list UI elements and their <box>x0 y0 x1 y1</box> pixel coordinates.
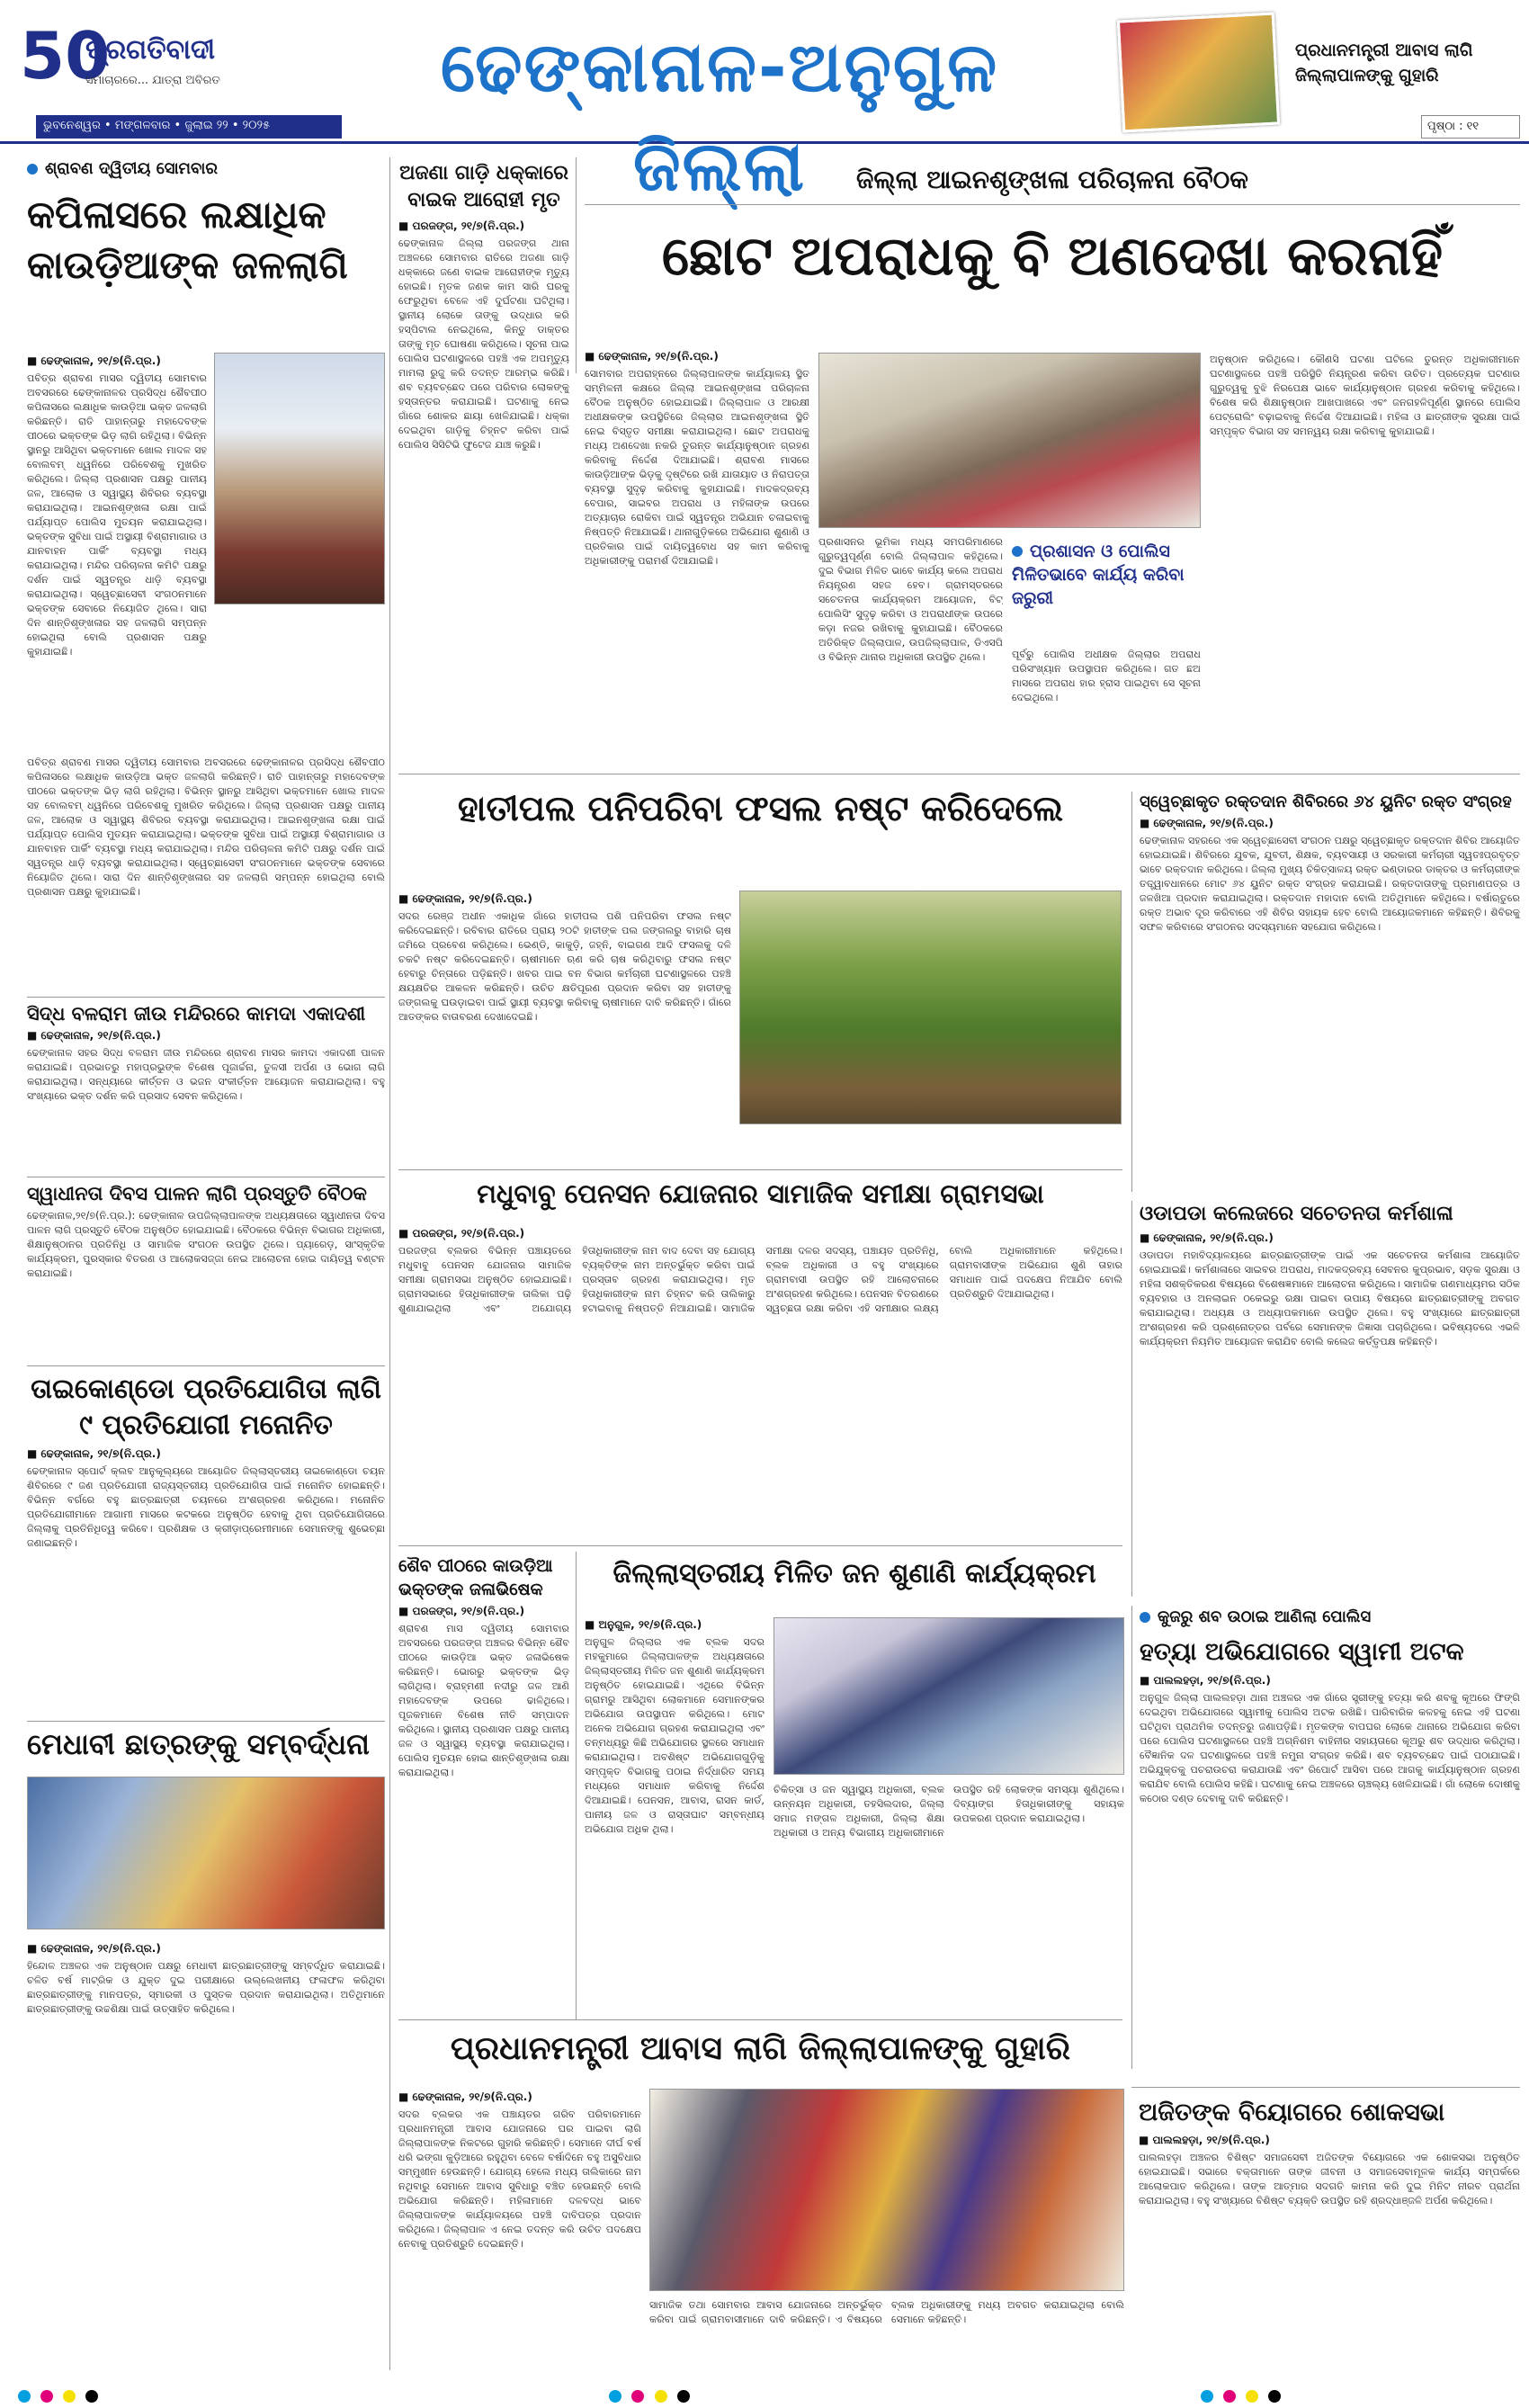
column-rule <box>576 1552 577 2019</box>
article-body-continued: ପବିତ୍ର ଶ୍ରାବଣ ମାସର ଦ୍ୱିତୀୟ ସୋମବାର ଅବସରରେ ଢେଙ୍କାନାଳର ପ୍ରସିଦ୍ଧ ଶୈବପୀଠ କପିଳାସରେ ଲକ୍ଷାଧିକ କାଉଡ଼ିଆ ଭକ୍ତ ଜଳଲାଗି କରିଛନ୍ତି। ରାତି ପାହାନ୍ତାରୁ ମହାଦେବଙ୍କ ପୀଠରେ ଭକ୍ତଙ୍କ ଭିଡ଼ ଲାଗି ରହିଥିଲା। ବିଭିନ୍ନ ସ୍ଥାନରୁ ଆସିଥିବା ଭକ୍ତମାନେ ଖୋଲ ମାଦଳ ସହ ବୋଲବମ୍ ଧ୍ୱନିରେ ପରିବେଶକୁ ମୁଖରିତ କରିଥିଲେ। ଜିଲ୍ଲା ପ୍ରଶାସନ ପକ୍ଷରୁ ପାନୀୟ ଜଳ, ଆଲୋକ ଓ ସ୍ୱାସ୍ଥ୍ୟ ଶିବିରର ବ୍ୟବସ୍ଥା କରାଯାଇଥିଲା। ଆଇନଶୃଙ୍ଖଳା ରକ୍ଷା ପାଇଁ ପର୍ଯ୍ୟାପ୍ତ ପୋଲିସ ମୁତୟନ କରାଯାଇଥିଲା। ଭକ୍ତଙ୍କ ସୁବିଧା ପାଇଁ ଅସ୍ଥାୟୀ ବିଶ୍ରାମାଗାର ଓ ଯାନବାହନ ପାର୍କିଂ ବ୍ୟବସ୍ଥା ମଧ୍ୟ କରାଯାଇଥିଲା। ମନ୍ଦିର ପରିଚାଳନା କମିଟି ପକ୍ଷରୁ ଦର୍ଶନ ପାଇଁ ସ୍ୱତନ୍ତ୍ର ଧାଡ଼ି ବ୍ୟବସ୍ଥା କରାଯାଇଥିଲା। ସ୍ୱେଚ୍ଛାସେବୀ ସଂଗଠନମାନେ ଭକ୍ତଙ୍କ ସେବାରେ ନିୟୋଜିତ ଥିଲେ। ସାରା ଦିନ ଶାନ୍ତିଶୃଙ୍ଖଳାର ସହ ଜଳଲାଗି ସମ୍ପନ୍ନ ହୋଇଥିଲା ବୋଲି ପ୍ରଶାସନ ପକ୍ଷରୁ କୁହାଯାଇଛି। <box>27 756 385 898</box>
article-headline: ପ୍ରଧାନମନ୍ତ୍ରୀ ଆବାସ ଲାଗି ଜିଲ୍ଲାପାଳଙ୍କୁ ଗୁହାରି <box>450 2030 1071 2067</box>
article-blood <box>1131 792 1520 1192</box>
registration-dot-icon <box>1201 2390 1213 2403</box>
damaged-crop-photo <box>739 891 1122 1124</box>
article-headline: କପିଳାସରେ ଲକ୍ଷାଧିକ କାଉଡ଼ିଆଙ୍କ ଜଳଲାଗି <box>27 192 348 287</box>
teaser-text: ପ୍ରଧାନମନ୍ତ୍ରୀ ଆବାସ ଲାଗି ଜିଲ୍ଲାପାଳଙ୍କୁ ଗୁହାରି <box>1295 40 1473 85</box>
bullet-icon <box>27 164 38 175</box>
page-title: ଢେଙ୍କାନାଳ-ଅନୁଗୁଳ ଜିଲ୍ଲା <box>440 27 999 206</box>
article-housing <box>398 2026 1122 2072</box>
article-byline: ■ ପରଜଙ୍ଗ, ୨୧/୭(ନି.ପ୍ର.) <box>398 219 525 232</box>
registration-dot-icon <box>1246 2390 1258 2403</box>
article-headline: ମେଧାବୀ ଛାତ୍ରଙ୍କୁ ସମ୍ବର୍ଦ୍ଧନା <box>27 1727 370 1761</box>
article-law-body <box>585 346 809 790</box>
section-divider <box>27 1721 385 1722</box>
article-byline: ■ ଢେଙ୍କାନାଳ, ୨୧/୭(ନି.ପ୍ର.) <box>27 1447 161 1460</box>
article-condolence <box>1131 2096 1520 2349</box>
article-body: ପରଜଙ୍ଗ ବ୍ଲକର ବିଭିନ୍ନ ପଞ୍ଚାୟତରେ ମଧୁବାବୁ ପେନସନ ଯୋଜନାର ସାମାଜିକ ସମୀକ୍ଷା ଗ୍ରାମସଭା ଅନୁଷ୍ଠିତ ହୋଇଯାଇଛି। ଗ୍ରାମସଭାରେ ହିତାଧିକାରୀଙ୍କ ତାଲିକା ପଢ଼ି ଶୁଣାଯାଇଥିଲା ଏବଂ ଅଯୋଗ୍ୟ ହିତାଧିକାରୀଙ୍କ ନାମ ବାଦ ଦେବା ସହ ଯୋଗ୍ୟ ବ୍ୟକ୍ତିଙ୍କ ନାମ ଅନ୍ତର୍ଭୁକ୍ତ କରିବା ପାଇଁ ପ୍ରସ୍ତାବ ଗ୍ରହଣ କରାଯାଇଥିଲା। ମୃତ ହିତାଧିକାରୀଙ୍କ ନାମ ଚିହ୍ନଟ କରି ତାଲିକାରୁ ହଟାଇବାକୁ ନିଷ୍ପତ୍ତି ନିଆଯାଇଛି। ସାମାଜିକ ସମୀକ୍ଷା ଦଳର ସଦସ୍ୟ, ପଞ୍ଚାୟତ ପ୍ରତିନିଧି, ବ୍ଲକ ଅଧିକାରୀ ଓ ବହୁ ସଂଖ୍ୟାରେ ଗ୍ରାମବାସୀ ଉପସ୍ଥିତ ରହି ଆଲୋଚନାରେ ଅଂଶଗ୍ରହଣ କରିଥିଲେ। ପେନସନ ବିତରଣରେ ସ୍ୱଚ୍ଛତା ରକ୍ଷା କରିବା ଏହି ସମୀକ୍ଷାର ଲକ୍ଷ୍ୟ ବୋଲି ଅଧିକାରୀମାନେ କହିଥିଲେ। ଗ୍ରାମବାସୀଙ୍କ ଅଭିଯୋଗ ଶୁଣି ତାହାର ସମାଧାନ ପାଇଁ ପଦକ୍ଷେପ ନିଆଯିବ ବୋଲି ପ୍ରତିଶ୍ରୁତି ଦିଆଯାଇଥିଲା। <box>398 1245 1122 1314</box>
article-byline: ■ ଢେଙ୍କାନାଳ, ୨୧/୭(ନି.ପ୍ର.) <box>27 1942 161 1955</box>
article-byline: ■ ଢେଙ୍କାନାଳ, ୨୧/୭(ନି.ପ୍ର.) <box>398 892 532 905</box>
article-byline: ■ ଢେଙ୍କାନାଳ, ୨୧/୭(ନି.ପ୍ର.) <box>1140 1231 1274 1244</box>
article-headline: ହତ୍ୟା ଅଭିଯୋଗରେ ସ୍ୱାମୀ ଅଟକ <box>1140 1638 1464 1666</box>
law-meeting-photo <box>818 353 1201 528</box>
article-byline: ■ ଢେଙ୍କାନାଳ, ୨୧/୭(ନି.ପ୍ର.) <box>398 2090 532 2103</box>
felicitation-photo <box>27 1777 385 1929</box>
article-body-col2: ପ୍ରଶାସନର ଭୂମିକା ମଧ୍ୟ ସମପରିମାଣରେ ଗୁରୁତ୍ୱପୂର୍ଣ୍ଣ ବୋଲି ଜିଲ୍ଲାପାଳ କହିଥିଲେ। ଦୁଇ ବିଭାଗ ମିଳିତ ଭାବେ କାର୍ଯ୍ୟ କଲେ ଅପରାଧ ନିୟନ୍ତ୍ରଣ ସହଜ ହେବ। ଗ୍ରାମସ୍ତରରେ ସଚେତନତା କାର୍ଯ୍ୟକ୍ରମ ଆୟୋଜନ, ବିଟ୍ ପୋଲିସିଂ ସୁଦୃଢ଼ କରିବା ଓ ଅପରାଧୀଙ୍କ ଉପରେ କଡ଼ା ନଜର ରଖିବାକୁ କୁହାଯାଇଛି। ବୈଠକରେ ଅତିରିକ୍ତ ଜିଲ୍ଲାପାଳ, ଉପଜିଲ୍ଲାପାଳ, ଡିଏସପି ଓ ବିଭିନ୍ନ ଥାନାର ଅଧିକାରୀ ଉପସ୍ଥିତ ଥିଲେ। <box>818 536 1003 663</box>
article-body-continued: ସାମାଜିକ ତଥା ସୋମବାର ଆବାସ ଯୋଜନାରେ ଅନ୍ତର୍ଭୁକ୍ତ କରିବା ପାଇଁ ଗ୍ରାମବାସୀମାନେ ଦାବି କରିଛନ୍ତି। ଏ ବିଷୟରେ ବ୍ଲକ ଅଧିକାରୀଙ୍କୁ ମଧ୍ୟ ଅବଗତ କରାଯାଇଥିଲା ବୋଲି ସେମାନେ କହିଛନ୍ତି। <box>649 2299 1124 2325</box>
article-elephant <box>398 784 1122 835</box>
column-rule <box>576 157 577 373</box>
article-body: ଢେଙ୍କାନାଳ ସହରରେ ଏକ ସ୍ୱେଚ୍ଛାସେବୀ ସଂଗଠନ ପକ୍ଷରୁ ସ୍ୱେଚ୍ଛାକୃତ ରକ୍ତଦାନ ଶିବିର ଆୟୋଜିତ ହୋଇଯାଇଛି। ଶିବିରରେ ଯୁବକ, ଯୁବତୀ, ଶିକ୍ଷକ, ବ୍ୟବସାୟୀ ଓ ସରକାରୀ କର୍ମଚାରୀ ସ୍ୱତଃପ୍ରବୃତ୍ତ ଭାବେ ରକ୍ତଦାନ କରିଥିଲେ। ଜିଲ୍ଲା ମୁଖ୍ୟ ଚିକିତ୍ସାଳୟ ରକ୍ତ ଭଣ୍ଡାରର ଡାକ୍ତର ଓ କର୍ମଚାରୀଙ୍କ ତତ୍ତ୍ୱାବଧାନରେ ମୋଟ ୬୪ ୟୁନିଟ ରକ୍ତ ସଂଗ୍ରହ କରାଯାଇଛି। ରକ୍ତଦାତାଙ୍କୁ ପ୍ରମାଣପତ୍ର ଓ ଜଳଖିଆ ପ୍ରଦାନ କରାଯାଇଥିଲା। ରକ୍ତଦାନ ମହାଦାନ ବୋଲି ଅତିଥିମାନେ କହିଥିଲେ। ବର୍ଷାଋତୁରେ ରକ୍ତ ଅଭାବ ଦୂର କରିବାରେ ଏହି ଶିବିର ସହାୟକ ହେବ ବୋଲି ଆୟୋଜକମାନେ କହିଛନ୍ତି। ଶିବିରକୁ ସଫଳ କରିବାରେ ସଂଗଠନର ସଦସ୍ୟମାନେ ସହଯୋଗ କରିଥିଲେ। <box>1140 835 1520 933</box>
article-body: ଢେଙ୍କାନାଳ,୨୧/୭(ନି.ପ୍ର.): ଢେଙ୍କାନାଳ ଉପଜିଲ୍ଲାପାଳଙ୍କ ଅଧ୍ୟକ୍ଷତାରେ ସ୍ୱାଧୀନତା ଦିବସ ପାଳନ ଲାଗି ପ୍ରସ୍ତୁତି ବୈଠକ ଅନୁଷ୍ଠିତ ହୋଇଯାଇଛି। ବୈଠକରେ ବିଭିନ୍ନ ବିଭାଗର ଅଧିକାରୀ, ଶିକ୍ଷାନୁଷ୍ଠାନର ପ୍ରତିନିଧି ଓ ସାମାଜିକ ସଂଗଠନ ଉପସ୍ଥିତ ଥିଲେ। ପ୍ୟାରେଡ଼, ସାଂସ୍କୃତିକ କାର୍ଯ୍ୟକ୍ରମ, ପୁରସ୍କାର ବିତରଣ ଓ ଆଲୋକସଜ୍ଜା ନେଇ ଆଲୋଚନା ହୋଇ ଦାୟିତ୍ୱ ବଣ୍ଟନ କରାଯାଇଛି। <box>27 1210 385 1280</box>
article-odapada <box>1131 1201 1520 1597</box>
article-body: ସଦର ବ୍ଲକର ଏକ ପଞ୍ଚାୟତର ଗରିବ ପରିବାରମାନେ ପ୍ରଧାନମନ୍ତ୍ରୀ ଆବାସ ଯୋଜନାରେ ଘର ପାଇବା ଲାଗି ଜିଲ୍ଲାପାଳଙ୍କ ନିକଟରେ ଗୁହାରି କରିଛନ୍ତି। ସେମାନେ ଦୀର୍ଘ ବର୍ଷ ଧରି ଭଙ୍ଗା କୁଡ଼ିଆରେ ରହୁଥିବା ବେଳେ ବର୍ଷାଦିନେ ବହୁ ଅସୁବିଧାର ସମ୍ମୁଖୀନ ହେଉଛନ୍ତି। ଯୋଗ୍ୟ ହେଲେ ମଧ୍ୟ ତାଲିକାରେ ନାମ ନଥିବାରୁ ସେମାନେ ଆବାସ ସୁବିଧାରୁ ବଞ୍ଚିତ ହେଉଛନ୍ତି ବୋଲି ଅଭିଯୋଗ କରିଛନ୍ତି। ମହିଳାମାନେ ଦଳବଦ୍ଧ ଭାବେ ଜିଲ୍ଲାପାଳଙ୍କ କାର୍ଯ୍ୟାଳୟରେ ପହଞ୍ଚି ଦାବିପତ୍ର ପ୍ରଦାନ କରିଥିଲେ। ଜିଲ୍ଲାପାଳ ଏ ନେଇ ତଦନ୍ତ କରି ଉଚିତ ପଦକ୍ଷେପ ନେବାକୁ ପ୍ରତିଶ୍ରୁତି ଦେଇଛନ୍ତି। <box>398 2108 641 2250</box>
print-registration-marks <box>0 2386 1529 2408</box>
article-shiva <box>398 1554 569 1991</box>
article-murder <box>1131 1606 1520 2069</box>
registration-dot-icon <box>40 2390 53 2403</box>
article-housing-body <box>398 2087 641 2382</box>
article-body: ଢେଙ୍କାନାଳ ଜିଲ୍ଲା ପରଜଙ୍ଗ ଥାନା ଅଞ୍ଚଳରେ ସୋମବାର ରାତିରେ ଅଜଣା ଗାଡ଼ି ଧକ୍କାରେ ଜଣେ ବାଇକ ଆରୋହୀଙ୍କ ମୃତ୍ୟୁ ହୋଇଛି। ମୃତକ ଜଣକ କାମ ସାରି ଘରକୁ ଫେରୁଥିବା ବେଳେ ଏହି ଦୁର୍ଘଟଣା ଘଟିଥିଲା। ସ୍ଥାନୀୟ ଲୋକେ ତାଙ୍କୁ ଉଦ୍ଧାର କରି ହସ୍ପିଟାଲ ନେଇଥିଲେ, କିନ୍ତୁ ଡାକ୍ତର ତାଙ୍କୁ ମୃତ ଘୋଷଣା କରିଥିଲେ। ସୂଚନା ପାଇ ପୋଲିସ ଘଟଣାସ୍ଥଳରେ ପହଞ୍ଚି ଏକ ଅପମୃତ୍ୟୁ ମାମଲା ରୁଜୁ କରି ତଦନ୍ତ ଆରମ୍ଭ କରିଛି। ଶବ ବ୍ୟବଚ୍ଛେଦ ପରେ ପରିବାର ଲୋକଙ୍କୁ ହସ୍ତାନ୍ତର କରାଯାଇଛି। ଘଟଣାକୁ ନେଇ ଗାଁରେ ଶୋକର ଛାୟା ଖେଳିଯାଇଛି। ଧକ୍କା ଦେଇଥିବା ଗାଡ଼ିକୁ ଚିହ୍ନଟ କରିବା ପାଇଁ ପୋଲିସ ସିସିଟିଭି ଫୁଟେଜ ଯାଞ୍ଚ କରୁଛି। <box>398 237 569 451</box>
article-byline: ■ ପରଜଙ୍ଗ, ୨୧/୭(ନି.ପ୍ର.) <box>398 1605 525 1617</box>
article-byline: ■ ପାଲଲହଡ଼ା, ୨୧/୭(ନି.ପ୍ର.) <box>1140 1674 1271 1687</box>
article-headline: ଅଜିତଙ୍କ ବିୟୋଗରେ ଶୋକସଭା <box>1139 2099 1445 2126</box>
article-byline: ■ ଅନୁଗୁଳ, ୨୧/୭(ନି.ପ୍ର.) <box>585 1618 702 1631</box>
article-taekwondo <box>27 1372 385 1712</box>
registration-dot-icon <box>1268 2390 1281 2403</box>
housing-petition-photo <box>649 2089 1124 2291</box>
article-byline: ■ ପରଜଙ୍ଗ, ୨୧/୭(ନି.ପ୍ର.) <box>398 1227 525 1240</box>
article-bike <box>398 160 569 758</box>
article-ekadashi <box>27 1003 385 1190</box>
article-kapilas-body <box>27 351 207 767</box>
article-elephant-body <box>398 889 731 1170</box>
registration-dot-icon <box>63 2390 76 2403</box>
article-headline: ଶୈବ ପୀଠରେ କାଉଡ଼ିଆ ଭକ୍ତଙ୍କ ଜଳାଭିଷେକ <box>398 1556 553 1599</box>
section-divider <box>27 1365 385 1366</box>
page-number: ପୃଷ୍ଠା : ୧୧ <box>1421 115 1520 139</box>
article-byline: ■ ଢେଙ୍କାନାଳ, ୨୧/୭(ନି.ପ୍ର.) <box>1140 817 1274 829</box>
article-felicitation-body <box>27 1938 385 2382</box>
article-body-continued: ଚିକିତ୍ସା ଓ ଜନ ସ୍ୱାସ୍ଥ୍ୟ ଅଧିକାରୀ, ବ୍ଲକ ଉନ୍ନୟନ ଅଧିକାରୀ, ତହସିଲଦାର, ଜିଲ୍ଲା ସମାଜ ମଙ୍ଗଳ ଅଧିକାରୀ, ଜିଲ୍ଲା ଶିକ୍ଷା ଅଧିକାରୀ ଓ ଅନ୍ୟ ବିଭାଗୀୟ ଅଧିକାରୀମାନେ ଉପସ୍ଥିତ ରହି ଲୋକଙ୍କ ସମସ୍ୟା ଶୁଣିଥିଲେ। ଦିବ୍ୟାଙ୍ଗ ହିତାଧିକାରୀଙ୍କୁ ସହାୟକ ଉପକରଣ ପ୍ରଦାନ କରାଯାଇଥିଲା। <box>773 1784 1124 1839</box>
article-kicker: ଜିଲ୍ଲା ଆଇନଶୃଙ୍ଖଳା ପରିଚାଳନା ବୈଠକ <box>856 165 1248 194</box>
article-headline: ଜିଲ୍ଲାସ୍ତରୀୟ ମିଳିତ ଜନ ଶୁଣାଣି କାର୍ଯ୍ୟକ୍ରମ <box>612 1558 1096 1589</box>
kapilas-temple-photo <box>214 353 385 604</box>
article-body: ହିନ୍ଦୋଳ ଅଞ୍ଚଳର ଏକ ଅନୁଷ୍ଠାନ ପକ୍ଷରୁ ମେଧାବୀ ଛାତ୍ରଛାତ୍ରୀଙ୍କୁ ସମ୍ବର୍ଦ୍ଧିତ କରାଯାଇଛି। ଚଳିତ ବର୍ଷ ମାଟ୍ରିକ ଓ ଯୁକ୍ତ ଦୁଇ ପରୀକ୍ଷାରେ ଉଲ୍ଲେଖନୀୟ ଫଳାଫଳ କରିଥିବା ଛାତ୍ରଛାତ୍ରୀଙ୍କୁ ମାନପତ୍ର, ସ୍ମାରକୀ ଓ ପୁସ୍ତକ ପ୍ରଦାନ କରାଯାଇଥିଲା। ଅତିଥିମାନେ ଛାତ୍ରଛାତ୍ରୀଙ୍କୁ ଉଚ୍ଚଶିକ୍ଷା ପାଇଁ ଉତ୍ସାହିତ କରିଥିଲେ। <box>27 1960 385 2015</box>
article-law-kicker-bar <box>585 160 1520 205</box>
article-headline: ହାତୀପଲ ପନିପରିବା ଫସଲ ନଷ୍ଟ କରିଦେଲେ <box>457 789 1064 829</box>
article-hearing <box>585 1554 1124 1594</box>
article-byline: ■ ଢେଙ୍କାନାଳ, ୨୧/୭(ନି.ପ୍ର.) <box>27 1029 161 1043</box>
article-body: ଅନୁଗୁଳ ଜିଲ୍ଲାର ଏକ ବ୍ଲକ ସଦର ମହକୁମାରେ ଜିଲ୍ଲାପାଳଙ୍କ ଅଧ୍ୟକ୍ଷତାରେ ଜିଲ୍ଲାସ୍ତରୀୟ ମିଳିତ ଜନ ଶୁଣାଣି କାର୍ଯ୍ୟକ୍ରମ ଅନୁଷ୍ଠିତ ହୋଇଯାଇଛି। ଏଥିରେ ବିଭିନ୍ନ ଗ୍ରାମରୁ ଆସିଥିବା ଲୋକମାନେ ସେମାନଙ୍କର ଅଭିଯୋଗ ଉପସ୍ଥାପନ କରିଥିଲେ। ମୋଟ ଅନେକ ଅଭିଯୋଗ ଗ୍ରହଣ କରାଯାଇଥିଲା ଏବଂ ତନ୍ମଧ୍ୟରୁ କିଛି ଅଭିଯୋଗର ସ୍ଥଳରେ ସମାଧାନ କରାଯାଇଥିଲା। ଅବଶିଷ୍ଟ ଅଭିଯୋଗଗୁଡ଼ିକୁ ସମ୍ପୃକ୍ତ ବିଭାଗକୁ ପଠାଇ ନିର୍ଦ୍ଧାରିତ ସମୟ ମଧ୍ୟରେ ସମାଧାନ କରିବାକୁ ନିର୍ଦ୍ଦେଶ ଦିଆଯାଇଛି। ପେନସନ, ଆବାସ, ରାସନ କାର୍ଡ, ପାନୀୟ ଜଳ ଓ ରାସ୍ତାଘାଟ ସମ୍ବନ୍ଧୀୟ ଅଭିଯୋଗ ଅଧିକ ଥିଲା। <box>585 1636 764 1835</box>
registration-dot-icon <box>677 2390 690 2403</box>
article-headline: ଛୋଟ ଅପରାଧକୁ ବି ଅଣଦେଖା କରନାହିଁ <box>661 225 1444 288</box>
bullet-icon <box>1140 1612 1150 1623</box>
section-divider <box>398 1545 1122 1546</box>
teaser-photo <box>1117 13 1280 133</box>
public-hearing-photo <box>773 1617 1124 1775</box>
registration-dot-icon <box>631 2390 644 2403</box>
article-law <box>585 216 1520 297</box>
registration-dot-icon <box>609 2390 621 2403</box>
article-body-col4: ଅନୁଷ୍ଠାନ କରିଥିଲେ। କୌଣସି ଘଟଣା ଘଟିଲେ ତୁରନ୍ତ ଅଧିକାରୀମାନେ ଘଟଣାସ୍ଥଳରେ ପହଞ୍ଚି ପରିସ୍ଥିତି ନିୟନ୍ତ୍ରଣ କରିବା ଉଚିତ। ପ୍ରତ୍ୟେକ ଘଟଣାର ଗୁରୁତ୍ୱକୁ ବୁଝି ନିରପେକ୍ଷ ଭାବେ କାର୍ଯ୍ୟାନୁଷ୍ଠାନ ଗ୍ରହଣ କରିବାକୁ କହିଥିଲେ। ବିଶେଷ କରି ଶିକ୍ଷାନୁଷ୍ଠାନ ଆଖପାଖରେ ଏବଂ ଜନଗହଳିପୂର୍ଣ୍ଣ ସ୍ଥାନରେ ପୋଲିସ ପେଟ୍ରୋଲିଂ ବଢ଼ାଇବାକୁ ନିର୍ଦ୍ଦେଶ ଦିଆଯାଇଛି। ମହିଳା ଓ ଛାତ୍ରୀଙ୍କ ସୁରକ୍ଷା ପାଇଁ ସମ୍ପୃକ୍ତ ବିଭାଗ ସହ ସମନ୍ୱୟ ରକ୍ଷା କରିବାକୁ କୁହାଯାଇଛି। <box>1210 354 1520 437</box>
article-kapilas <box>27 157 382 291</box>
callout-text: ପ୍ରଶାସନ ଓ ପୋଲିସ ମିଳିତଭାବେ କାର୍ଯ୍ୟ କରିବା ଜରୁରୀ <box>1012 542 1185 608</box>
article-felicitation <box>27 1727 385 1761</box>
registration-dot-icon <box>655 2390 667 2403</box>
article-body: ସଦର ରେଞ୍ଜ ଅଧୀନ ଏକାଧିକ ଗାଁରେ ହାତୀପଲ ପଶି ପନିପରିବା ଫସଲ ନଷ୍ଟ କରିଦେଇଛନ୍ତି। ରବିବାର ରାତିରେ ପ୍ରାୟ ୨୦ଟି ହାତୀଙ୍କ ପଲ ଜଙ୍ଗଲରୁ ବାହାରି ଚାଷ ଜମିରେ ପ୍ରବେଶ କରିଥିଲେ। ଭେଣ୍ଡି, କାକୁଡ଼ି, ଜହ୍ନି, ବାଇଗଣ ଆଦି ଫସଲକୁ ଦଳି ଚକଟି ନଷ୍ଟ କରିଦେଇଛନ୍ତି। ଚାଷୀମାନେ ଋଣ କରି ଚାଷ କରିଥିବାରୁ ଫସଲ ନଷ୍ଟ ହେବାରୁ ଚିନ୍ତାରେ ପଡ଼ିଛନ୍ତି। ଖବର ପାଇ ବନ ବିଭାଗ କର୍ମଚାରୀ ଘଟଣାସ୍ଥଳରେ ପହଞ୍ଚି କ୍ଷୟକ୍ଷତିର ଆକଳନ କରିଛନ୍ତି। ଉଚିତ କ୍ଷତିପୂରଣ ପ୍ରଦାନ କରିବା ସହ ହାତୀଙ୍କୁ ଜଙ୍ଗଲକୁ ଘଉଡ଼ାଇବା ପାଇଁ ସ୍ଥାୟୀ ବ୍ୟବସ୍ଥା କରିବାକୁ ଚାଷୀମାନେ ଦାବି କରିଛନ୍ତି। ଗାଁରେ ଆତଙ୍କର ବାତାବରଣ ଦେଖାଦେଇଛି। <box>398 910 731 1023</box>
article-byline: ■ ପାଲଲହଡ଼ା, ୨୧/୭(ନି.ପ୍ର.) <box>1139 2134 1270 2146</box>
article-headline: ସ୍ୱେଚ୍ଛାକୃତ ରକ୍ତଦାନ ଶିବିରରେ ୬୪ ୟୁନିଟ ରକ୍ତ ସଂଗ୍ରହ <box>1140 792 1512 811</box>
article-headline: ତାଇକୋଣ୍ଡୋ ପ୍ରତିଯୋଗିତା ଲାଗି ୯ ପ୍ରତିଯୋଗୀ ମନୋନିତ <box>31 1374 381 1441</box>
column-rule <box>389 157 390 2370</box>
article-headline: ଓଡାପଡା କଲେଜରେ ସଚେତନତା କର୍ମଶାଳା <box>1140 1203 1453 1225</box>
newspaper-brand: ପ୍ରଗତିବାଦୀ <box>85 34 216 66</box>
article-body: ଓଡାପଡା ମହାବିଦ୍ୟାଳୟରେ ଛାତ୍ରଛାତ୍ରୀଙ୍କ ପାଇଁ ଏକ ସଚେତନତା କର୍ମଶାଳା ଆୟୋଜିତ ହୋଇଯାଇଛି। କର୍ମଶାଳାରେ ସାଇବର ଅପରାଧ, ମାଦକଦ୍ରବ୍ୟ ସେବନର କୁପ୍ରଭାବ, ସଡ଼କ ସୁରକ୍ଷା ଓ ମହିଳା ସଶକ୍ତିକରଣ ବିଷୟରେ ବିଶେଷଜ୍ଞମାନେ ଆଲୋଚନା କରିଥିଲେ। ସାମାଜିକ ଗଣମାଧ୍ୟମର ସଠିକ ବ୍ୟବହାର ଓ ଅନଲାଇନ ଠକେଇରୁ ରକ୍ଷା ପାଇବା ଉପାୟ ବିଷୟରେ ଛାତ୍ରଛାତ୍ରୀଙ୍କୁ ଅବଗତ କରାଯାଇଥିଲା। ଅଧ୍ୟକ୍ଷ ଓ ଅଧ୍ୟାପକମାନେ ଉପସ୍ଥିତ ଥିଲେ। ବହୁ ସଂଖ୍ୟାରେ ଛାତ୍ରଛାତ୍ରୀ ଅଂଶଗ୍ରହଣ କରି ପ୍ରଶ୍ନୋତ୍ତର ପର୍ବରେ ସେମାନଙ୍କ ଜିଜ୍ଞାସା ପଚାରିଥିଲେ। ଭବିଷ୍ୟତରେ ଏଭଳି କାର୍ଯ୍ୟକ୍ରମ ନିୟମିତ ଆୟୋଜନ କରାଯିବ ବୋଲି କଲେଜ କର୍ତ୍ତୃପକ୍ଷ କହିଛନ୍ତି। <box>1140 1249 1520 1347</box>
bullet-icon <box>1012 546 1023 557</box>
section-divider <box>1131 2087 1520 2088</box>
article-body: ପବିତ୍ର ଶ୍ରାବଣ ମାସର ଦ୍ୱିତୀୟ ସୋମବାର ଅବସରରେ ଢେଙ୍କାନାଳର ପ୍ରସିଦ୍ଧ ଶୈବପୀଠ କପିଳାସରେ ଲକ୍ଷାଧିକ କାଉଡ଼ିଆ ଭକ୍ତ ଜଳଲାଗି କରିଛନ୍ତି। ରାତି ପାହାନ୍ତାରୁ ମହାଦେବଙ୍କ ପୀଠରେ ଭକ୍ତଙ୍କ ଭିଡ଼ ଲାଗି ରହିଥିଲା। ବିଭିନ୍ନ ସ୍ଥାନରୁ ଆସିଥିବା ଭକ୍ତମାନେ ଖୋଲ ମାଦଳ ସହ ବୋଲବମ୍ ଧ୍ୱନିରେ ପରିବେଶକୁ ମୁଖରିତ କରିଥିଲେ। ଜିଲ୍ଲା ପ୍ରଶାସନ ପକ୍ଷରୁ ପାନୀୟ ଜଳ, ଆଲୋକ ଓ ସ୍ୱାସ୍ଥ୍ୟ ଶିବିରର ବ୍ୟବସ୍ଥା କରାଯାଇଥିଲା। ଆଇନଶୃଙ୍ଖଳା ରକ୍ଷା ପାଇଁ ପର୍ଯ୍ୟାପ୍ତ ପୋଲିସ ମୁତୟନ କରାଯାଇଥିଲା। ଭକ୍ତଙ୍କ ସୁବିଧା ପାଇଁ ଅସ୍ଥାୟୀ ବିଶ୍ରାମାଗାର ଓ ଯାନବାହନ ପାର୍କିଂ ବ୍ୟବସ୍ଥା ମଧ୍ୟ କରାଯାଇଥିଲା। ମନ୍ଦିର ପରିଚାଳନା କମିଟି ପକ୍ଷରୁ ଦର୍ଶନ ପାଇଁ ସ୍ୱତନ୍ତ୍ର ଧାଡ଼ି ବ୍ୟବସ୍ଥା କରାଯାଇଥିଲା। ସ୍ୱେଚ୍ଛାସେବୀ ସଂଗଠନମାନେ ଭକ୍ତଙ୍କ ସେବାରେ ନିୟୋଜିତ ଥିଲେ। ସାରା ଦିନ ଶାନ୍ତିଶୃଙ୍ଖଳାର ସହ ଜଳଲାଗି ସମ୍ପନ୍ନ ହୋଇଥିଲା ବୋଲି ପ୍ରଶାସନ ପକ୍ଷରୁ କୁହାଯାଇଛି। <box>27 372 207 658</box>
section-divider <box>398 2019 1122 2020</box>
article-body: ସୋମବାର ଅପରାହ୍ନରେ ଜିଲ୍ଲାପାଳଙ୍କ କାର୍ଯ୍ୟାଳୟ ସ୍ଥିତ ସମ୍ମିଳନୀ କକ୍ଷରେ ଜିଲ୍ଲା ଆଇନଶୃଙ୍ଖଳା ପରିଚାଳନା ବୈଠକ ଅନୁଷ୍ଠିତ ହୋଇଯାଇଛି। ଜିଲ୍ଲାପାଳ ଓ ଆରକ୍ଷୀ ଅଧୀକ୍ଷକଙ୍କ ଉପସ୍ଥିତିରେ ଜିଲ୍ଲାର ଆଇନଶୃଙ୍ଖଳା ସ୍ଥିତି ନେଇ ବିସ୍ତୃତ ସମୀକ୍ଷା କରାଯାଇଥିଲା। ଛୋଟ ଅପରାଧକୁ ମଧ୍ୟ ଅଣଦେଖା ନକରି ତୁରନ୍ତ କାର୍ଯ୍ୟାନୁଷ୍ଠାନ ଗ୍ରହଣ କରିବାକୁ ନିର୍ଦ୍ଦେଶ ଦିଆଯାଇଛି। ଶ୍ରାବଣ ମାସରେ କାଉଡ଼ିଆଙ୍କ ଭିଡ଼କୁ ଦୃଷ୍ଟିରେ ରଖି ଯାତାୟାତ ଓ ନିରାପତ୍ତା ବ୍ୟବସ୍ଥା ସୁଦୃଢ଼ କରିବାକୁ କୁହାଯାଇଛି। ମାଦକଦ୍ରବ୍ୟ ବେପାର, ସାଇବର ଅପରାଧ ଓ ମହିଳାଙ୍କ ଉପରେ ଅତ୍ୟାଚାର ରୋକିବା ପାଇଁ ସ୍ୱତନ୍ତ୍ର ଅଭିଯାନ ଚଳାଇବାକୁ ନିଷ୍ପତ୍ତି ନିଆଯାଇଛି। ଥାନାଗୁଡ଼ିକରେ ଅଭିଯୋଗ ଶୁଣାଣି ଓ ପ୍ରତିକାର ପାଇଁ ଦାୟିତ୍ୱବୋଧ ସହ କାମ କରିବାକୁ ଅଧିକାରୀଙ୍କୁ ପରାମର୍ଶ ଦିଆଯାଇଛି। <box>585 368 809 567</box>
registration-dot-icon <box>85 2390 98 2403</box>
article-body: ଢେଙ୍କାନାଳ ସହର ସିଦ୍ଧ ବଳରାମ ଜୀଉ ମନ୍ଦିରରେ ଶ୍ରାବଣ ମାସର କାମଦା ଏକାଦଶୀ ପାଳନ କରାଯାଇଛି। ପ୍ରଭାତରୁ ମହାପ୍ରଭୁଙ୍କ ବିଶେଷ ପୂଜାର୍ଚ୍ଚନା, ତୁଳସୀ ଅର୍ପଣ ଓ ଭୋଗ ଲାଗି କରାଯାଇଥିଲା। ସନ୍ଧ୍ୟାରେ କୀର୍ତ୍ତନ ଓ ଭଜନ ସଂକୀର୍ତ୍ତନ ଆୟୋଜନ କରାଯାଇଥିଲା। ବହୁ ସଂଖ୍ୟାରେ ଭକ୍ତ ଦର୍ଶନ କରି ପ୍ରସାଦ ସେବନ କରିଥିଲେ। <box>27 1047 385 1103</box>
article-pension-body <box>398 1223 1122 1514</box>
anniversary-logo: 50 <box>20 18 111 94</box>
article-body: ଢେଙ୍କାନାଳ ସ୍ପୋର୍ଟ କ୍ଲବ ଆନୁକୂଲ୍ୟରେ ଆୟୋଜିତ ଜିଲ୍ଲାସ୍ତରୀୟ ତାଇକୋଣ୍ଡୋ ଚୟନ ଶିବିରରେ ୯ ଜଣ ପ୍ରତିଯୋଗୀ ରାଜ୍ୟସ୍ତରୀୟ ପ୍ରତିଯୋଗିତା ପାଇଁ ମନୋନିତ ହୋଇଛନ୍ତି। ବିଭିନ୍ନ ବର୍ଗରେ ବହୁ ଛାତ୍ରଛାତ୍ରୀ ଚୟନରେ ଅଂଶଗ୍ରହଣ କରିଥିଲେ। ମନୋନିତ ପ୍ରତିଯୋଗୀମାନେ ଆଗାମୀ ମାସରେ କଟକରେ ଅନୁଷ୍ଠିତ ହେବାକୁ ଥିବା ପ୍ରତିଯୋଗିତାରେ ଜିଲ୍ଲାକୁ ପ୍ରତିନିଧିତ୍ୱ କରିବେ। ପ୍ରଶିକ୍ଷକ ଓ କ୍ରୀଡ଼ାପ୍ରେମୀମାନେ ସେମାନଙ୍କୁ ଶୁଭେଚ୍ଛା ଜଣାଇଛନ୍ତି। <box>27 1465 385 1549</box>
registration-dot-icon <box>1223 2390 1236 2403</box>
article-hearing-body <box>585 1615 764 1995</box>
article-byline: ■ ଢେଙ୍କାନାଳ, ୨୧/୭(ନି.ପ୍ର.) <box>27 354 161 367</box>
article-body: ଶ୍ରାବଣ ମାସ ଦ୍ୱିତୀୟ ସୋମବାର ଅବସରରେ ପରଜଙ୍ଗ ଅଞ୍ଚଳର ବିଭିନ୍ନ ଶୈବ ପୀଠରେ କାଉଡ଼ିଆ ଭକ୍ତ ଜଳାଭିଷେକ କରିଛନ୍ତି। ଭୋରରୁ ଭକ୍ତଙ୍କ ଭିଡ଼ ଲାଗିଥିଲା। ବ୍ରାହ୍ମଣୀ ନଦୀରୁ ଜଳ ଆଣି ମହାଦେବଙ୍କ ଉପରେ ଢାଳିଥିଲେ। ପୂଜକମାନେ ବିଶେଷ ନୀତି ସମ୍ପାଦନ କରିଥିଲେ। ସ୍ଥାନୀୟ ପ୍ରଶାସନ ପକ୍ଷରୁ ପାନୀୟ ଜଳ ଓ ସ୍ୱାସ୍ଥ୍ୟ ବ୍ୟବସ୍ଥା କରାଯାଇଥିଲା। ପୋଲିସ ମୁତୟନ ହୋଇ ଶାନ୍ତିଶୃଙ୍ଖଳା ରକ୍ଷା କରାଯାଇଥିଲା। <box>398 1623 569 1778</box>
newspaper-tagline: ସମାଚାରରେ... ଯାତ୍ରା ଅବିରତ <box>85 74 220 87</box>
article-headline: ମଧୁବାବୁ ପେନସନ ଯୋଜନାର ସାମାଜିକ ସମୀକ୍ଷା ଗ୍ରାମସଭା <box>477 1178 1044 1209</box>
dateline: ଭୁବନେଶ୍ୱର • ମଙ୍ଗଳବାର • ଜୁଲାଇ ୨୨ • ୨୦୨୫ <box>36 115 342 139</box>
registration-dot-icon <box>18 2390 31 2403</box>
article-kicker: କୁଜରୁ ଶବ ଉଠାଇ ଆଣିଲା ପୋଲିସ <box>1140 1606 1520 1629</box>
article-body-col3: ପୂର୍ବରୁ ପୋଲିସ ଅଧୀକ୍ଷକ ଜିଲ୍ଲାର ଅପରାଧ ପରିସଂଖ୍ୟାନ ଉପସ୍ଥାପନ କରିଥିଲେ। ଗତ ଛଅ ମାସରେ ଅପରାଧ ହାର ହ୍ରାସ ପାଇଥିବା ସେ ସୂଚନା ଦେଇଥିଲେ। <box>1012 649 1201 703</box>
article-body: ଅନୁଗୁଳ ଜିଲ୍ଲା ପାଲଲହଡ଼ା ଥାନା ଅଞ୍ଚଳର ଏକ ଗାଁରେ ସ୍ତ୍ରୀଙ୍କୁ ହତ୍ୟା କରି ଶବକୁ କୂଅରେ ଫିଙ୍ଗି ଦେଇଥିବା ଅଭିଯୋଗରେ ସ୍ୱାମୀକୁ ପୋଲିସ ଅଟକ ରଖିଛି। ପାରିବାରିକ କଳହକୁ ନେଇ ଏହି ଘଟଣା ଘଟିଥିବା ପ୍ରାଥମିକ ତଦନ୍ତରୁ ଜଣାପଡ଼ିଛି। ମୃତକଙ୍କ ବାପଘର ଲୋକେ ଥାନାରେ ଅଭିଯୋଗ କରିବା ପରେ ପୋଲିସ ଘଟଣାସ୍ଥଳରେ ପହଞ୍ଚି ଅଗ୍ନିଶମ ବାହିନୀର ସହାୟତାରେ କୂଅରୁ ଶବ ଉଦ୍ଧାର କରିଥିଲା। ବୈଜ୍ଞାନିକ ଦଳ ଘଟଣାସ୍ଥଳରେ ପହଞ୍ଚି ନମୁନା ସଂଗ୍ରହ କରିଛି। ଶବ ବ୍ୟବଚ୍ଛେଦ ପାଇଁ ପଠାଯାଇଛି। ଅଭିଯୁକ୍ତକୁ ପଚରାଉଚରା କରାଯାଉଛି ଏବଂ ରିପୋର୍ଟ ଆସିବା ପରେ ଆଗକୁ କାର୍ଯ୍ୟାନୁଷ୍ଠାନ ଗ୍ରହଣ କରାଯିବ ବୋଲି ପୋଲିସ କହିଛି। ଘଟଣାକୁ ନେଇ ଅଞ୍ଚଳରେ ଚାଞ୍ଚଲ୍ୟ ଖେଳିଯାଇଛି। ଗାଁ ଲୋକେ ଦୋଷୀକୁ କଠୋର ଦଣ୍ଡ ଦେବାକୁ ଦାବି କରିଛନ୍ତି। <box>1140 1692 1520 1804</box>
article-byline: ■ ଢେଙ୍କାନାଳ, ୨୧/୭(ନି.ପ୍ର.) <box>585 350 719 363</box>
article-headline: ସିଦ୍ଧ ବଳରାମ ଜୀଉ ମନ୍ଦିରରେ କାମଦା ଏକାଦଶୀ <box>27 1003 366 1025</box>
section-divider <box>398 1169 1122 1170</box>
article-headline: ଅଜଣା ଗାଡ଼ି ଧକ୍କାରେ ବାଇକ ଆରୋହୀ ମୃତ <box>399 162 568 211</box>
article-kicker: ଶ୍ରାବଣ ଦ୍ୱିତୀୟ ସୋମବାର <box>27 157 382 181</box>
article-pension <box>398 1174 1122 1213</box>
article-headline: ସ୍ୱାଧୀନତା ଦିବସ ପାଳନ ଲାଗି ପ୍ରସ୍ତୁତି ବୈଠକ <box>27 1183 367 1204</box>
article-body: ପାଲଲହଡ଼ା ଅଞ୍ଚଳର ବିଶିଷ୍ଟ ସମାଜସେବୀ ଅଜିତଙ୍କ ବିୟୋଗରେ ଏକ ଶୋକସଭା ଅନୁଷ୍ଠିତ ହୋଇଯାଇଛି। ସଭାରେ ବକ୍ତାମାନେ ତାଙ୍କ ଜୀବନୀ ଓ ସମାଜସେବାମୂଳକ କାର୍ଯ୍ୟ ସମ୍ପର୍କରେ ଆଲୋକପାତ କରିଥିଲେ। ତାଙ୍କ ଆତ୍ମାର ସଦଗତି କାମନା କରି ଦୁଇ ମିନିଟ ନୀରବ ପ୍ରାର୍ଥନା କରାଯାଇଥିଲା। ବହୁ ସଂଖ୍ୟାରେ ବିଶିଷ୍ଟ ବ୍ୟକ୍ତି ଉପସ୍ଥିତ ରହି ଶ୍ରଦ୍ଧାଞ୍ଜଳି ଅର୍ପଣ କରିଥିଲେ। <box>1139 2152 1520 2207</box>
section-divider <box>27 997 385 998</box>
law-callout <box>1012 540 1201 610</box>
article-independence <box>27 1183 385 1371</box>
